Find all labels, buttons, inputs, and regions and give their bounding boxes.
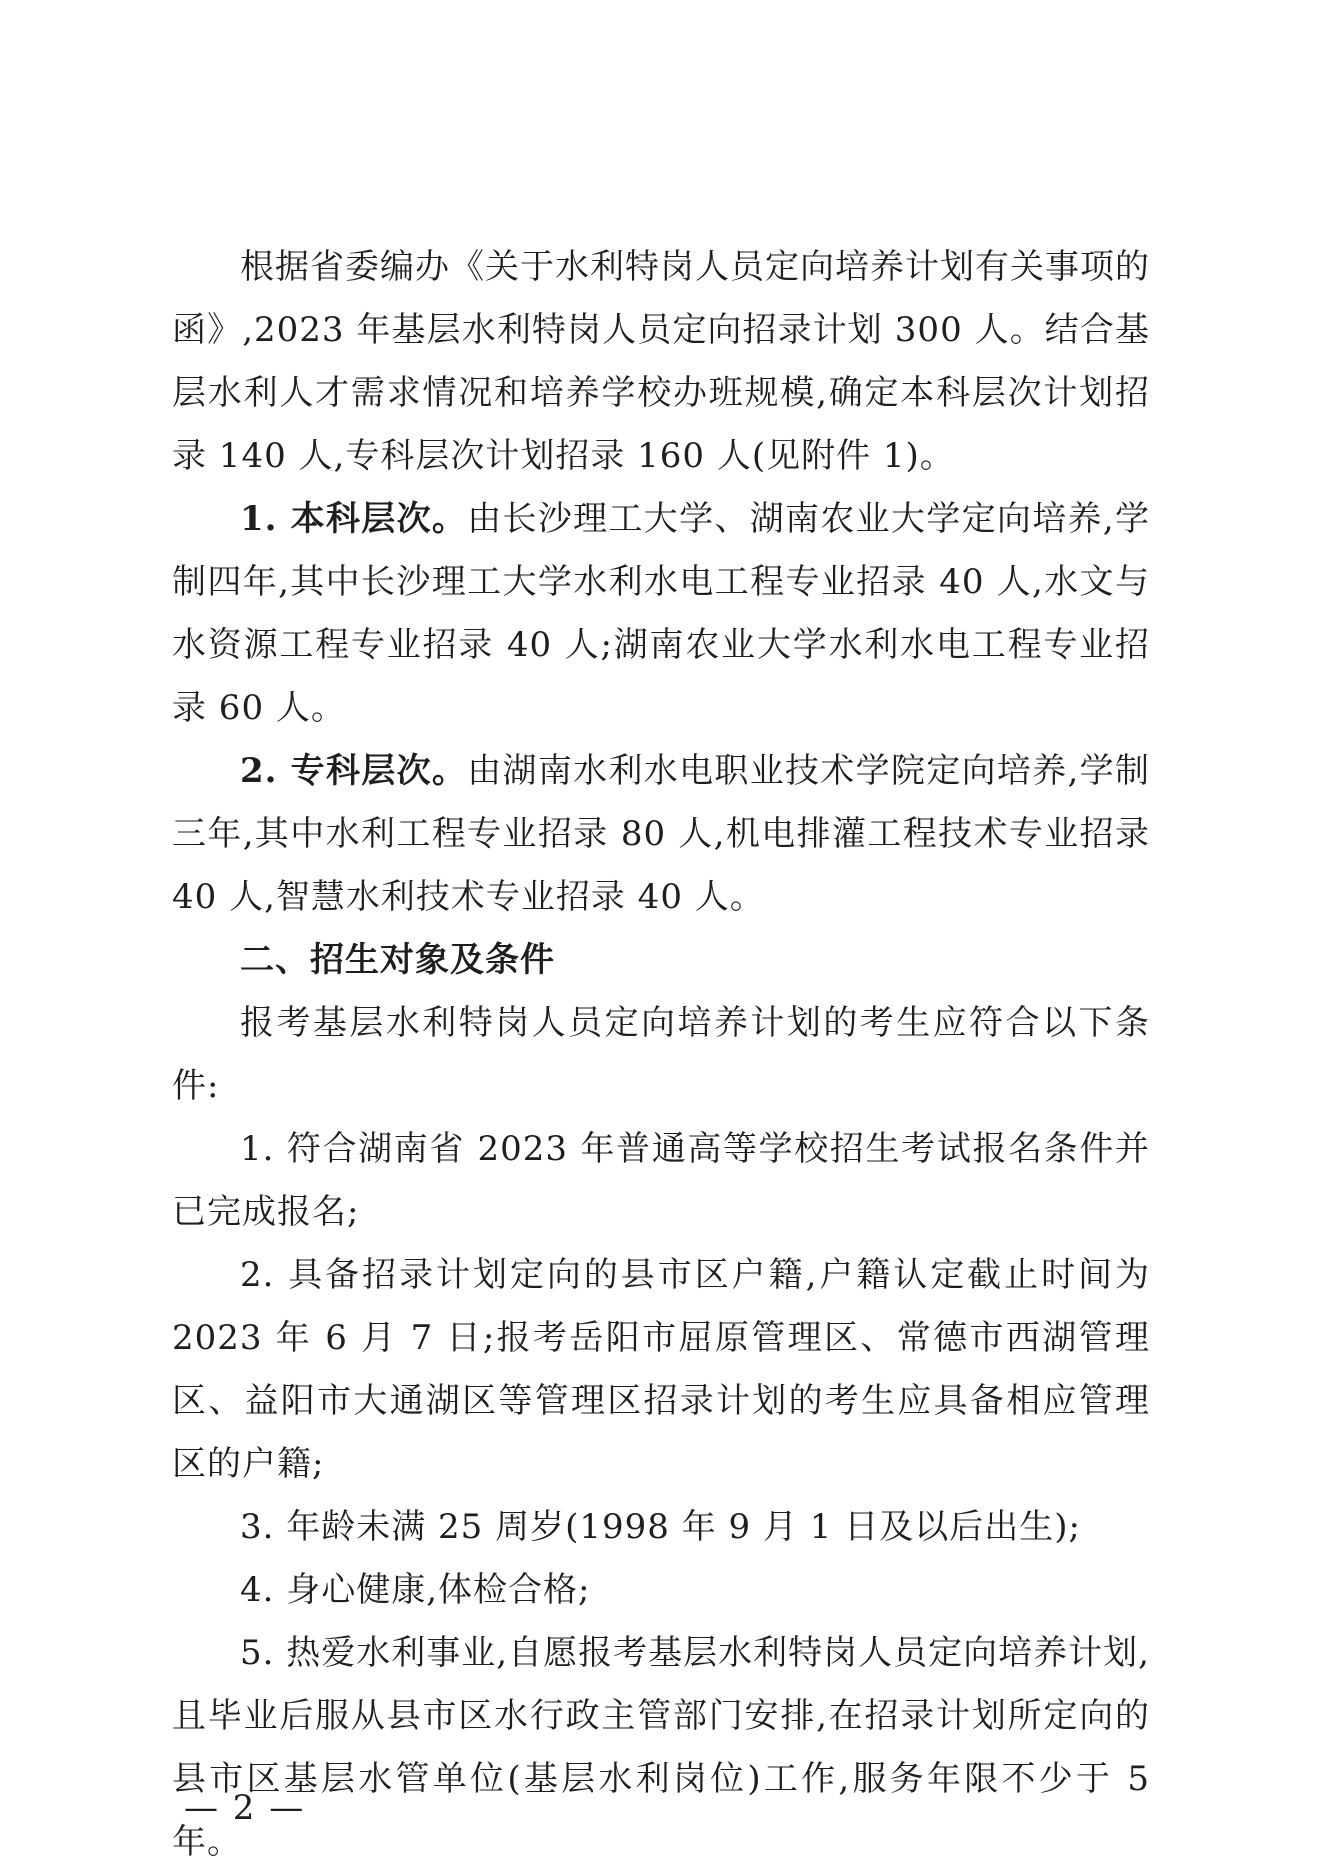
condition-item: 5. 热爱水利事业,自愿报考基层水利特岗人员定向培养计划,且毕业后服从县市区水行政主管部门安排,在招录计划所定向的县市区基层水管单位(基层水利岗位)工作,服务年限不少于 5 年。 [172, 1633, 1150, 1862]
paragraph-text: 由长沙理工大学、湖南农业大学定向培养,学制四年,其中长沙理工大学水利水电工程专业招录 40 人,水文与水资源工程专业招录 40 人;湖南农业大学水利水电工程专业招录 60 人。 [172, 499, 1150, 728]
page-number: — 2 — [184, 1788, 306, 1828]
paragraph-lead-undergraduate: 1. 本科层次。 [240, 499, 468, 539]
paragraph-lead-junior-college: 2. 专科层次。 [240, 751, 468, 791]
condition-item: 1. 符合湖南省 2023 年普通高等学校招生考试报名条件并已完成报名; [172, 1129, 1150, 1232]
paragraph-undergraduate [172, 488, 1150, 740]
condition-item: 4. 身心健康,体检合格; [240, 1570, 591, 1610]
condition-item: 3. 年龄未满 25 周岁(1998 年 9 月 1 日及以后出生); [240, 1507, 1081, 1547]
conditions-intro: 报考基层水利特岗人员定向培养计划的考生应符合以下条件: [172, 1003, 1150, 1106]
paragraph-junior-college [172, 740, 1150, 929]
condition-item: 2. 具备招录计划定向的县市区户籍,户籍认定截止时间为 2023 年 6 月 7 日;报考岳阳市屈原管理区、常德市西湖管理区、益阳市大通湖区等管理区招录计划的考生应具备相应管理区的户籍; [172, 1255, 1150, 1484]
paragraph-text: 根据省委编办《关于水利特岗人员定向培养计划有关事项的函》,2023 年基层水利特岗人员定向招录计划 300 人。结合基层水利人才需求情况和培养学校办班规模,确定本科层次计划招录 140 人,专科层次计划招录 160 人(见附件 1)。 [172, 247, 1150, 476]
paragraph-plan-overview [172, 236, 1150, 488]
document-body [172, 236, 1150, 1874]
paragraph-text: 由湖南水利水电职业技术学院定向培养,学制三年,其中水利工程专业招录 80 人,机电排灌工程技术专业招录 40 人,智慧水利技术专业招录 40 人。 [172, 751, 1150, 917]
section-heading: 二、招生对象及条件 [240, 940, 555, 980]
